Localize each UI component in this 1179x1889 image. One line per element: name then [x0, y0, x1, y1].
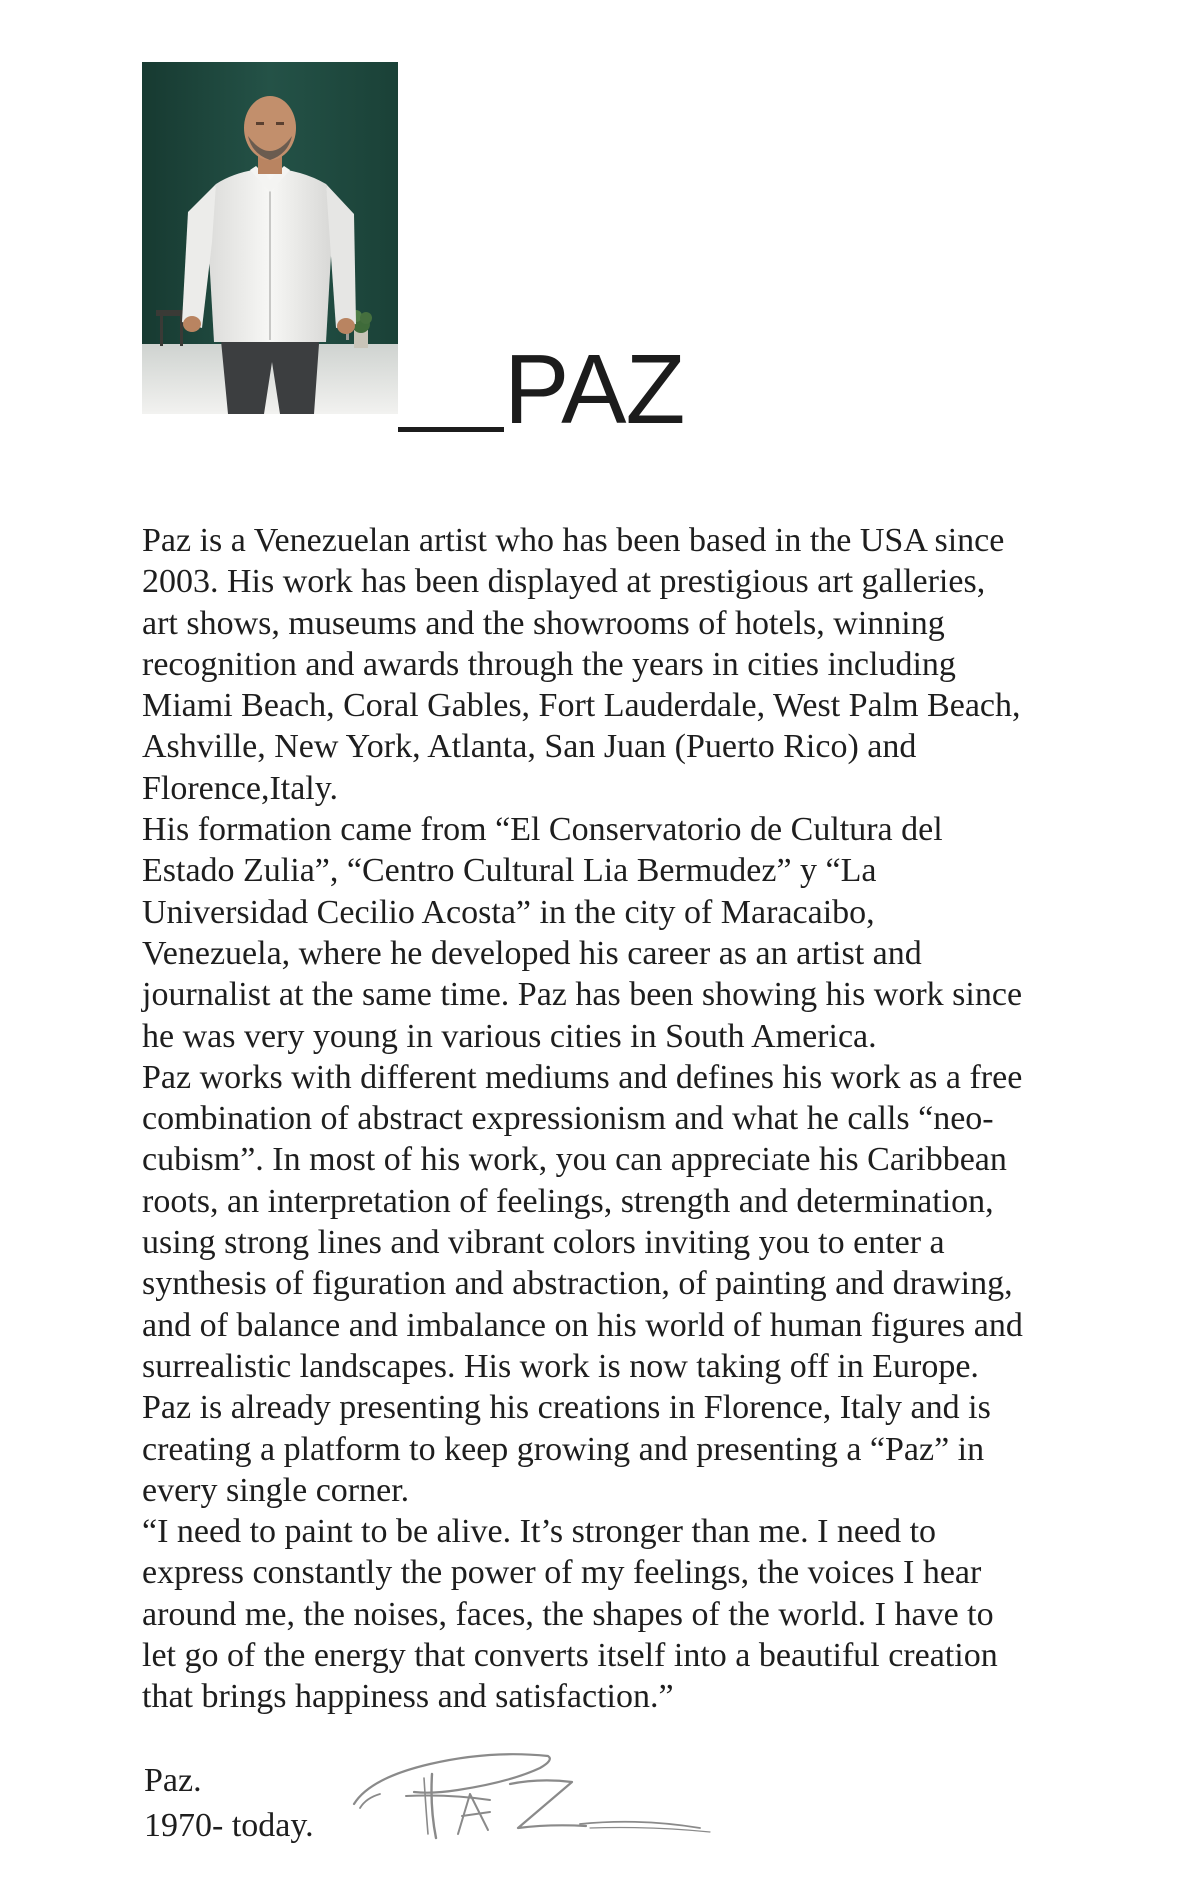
- signature-years: 1970- today.: [144, 1807, 314, 1844]
- title-underline-decoration: [398, 427, 504, 432]
- page-title-text: PAZ: [504, 334, 685, 444]
- bio-paragraph-formation: His formation came from “El Conservatorio de Cultura del Estado Zulia”, “Centro Cultural Lia Bermudez” y “La Universidad Cecilio Acosta” in the city of Maracaibo, Venezuela, where he developed his career as an artist and journalist at the same time. Paz has been showing his work since he was very young in various cities in South America.: [142, 811, 1023, 1055]
- handwritten-signature: [340, 1738, 720, 1848]
- biography-text: [142, 520, 1062, 1718]
- bio-paragraph-quote: “I need to paint to be alive. It’s stronger than me. I need to express constantly the power of my feelings, the voices I hear around me, the noises, faces, the shapes of the world. I have to let go of the energy that converts itself into a beautiful creation that brings happiness and satisfaction.”: [142, 1513, 998, 1716]
- portrait-illustration: [142, 62, 398, 414]
- bio-paragraph-style: Paz works with different mediums and defines his work as a free combination of abstract expressionism and what he calls “neo- cubism”. In most of his work, you can appreciate his Caribbean roots, an interpretation of feelings, strength and determination, using strong lines and vibrant colors inviting you to enter a synthesis of figuration and abstraction, of painting and drawing, and of balance and imbalance on his world of human figures and surrealistic landscapes. His work is now taking off in Europe. Paz is already presenting his creations in Florence, Italy and is creating a platform to keep growing and presenting a “Paz” in every single corner.: [142, 1058, 1023, 1509]
- artist-portrait-photo: [142, 62, 398, 414]
- signature-name: Paz.: [144, 1762, 202, 1799]
- bio-paragraph-intro: Paz is a Venezuelan artist who has been based in the USA since 2003. His work has been displayed at prestigious art galleries, art shows, museums and the showrooms of hotels, winning recognition and awards through the years in cities including Miami Beach, Coral Gables, Fort Lauderdale, West Palm Beach, Ashville, New York, Atlanta, San Juan (Puerto Rico) and Florence,Italy.: [142, 522, 1021, 807]
- page-title: [398, 318, 685, 444]
